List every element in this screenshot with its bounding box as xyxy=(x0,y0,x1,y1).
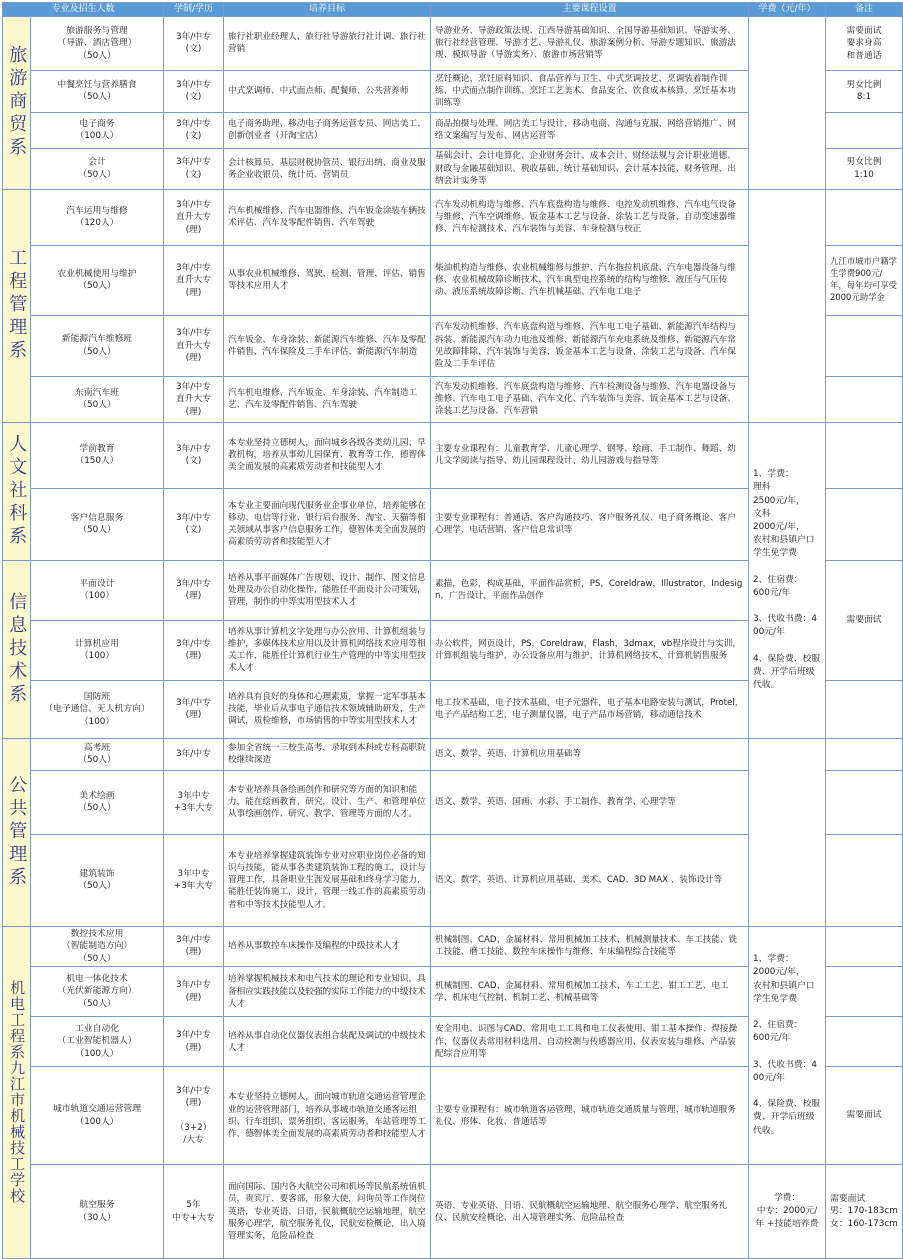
major-cell: 高考班 （50人） xyxy=(31,738,164,770)
note-cell xyxy=(826,680,903,738)
level-cell: 3年/中专 (理) xyxy=(164,1017,224,1067)
note-cell: 男女比例 8:1 xyxy=(826,70,903,112)
level-cell: 3年/中专 直升大专 (理) xyxy=(164,376,224,422)
major-cell: 美术绘画 （50人） xyxy=(31,770,164,834)
level-cell: 3年/中专 (理) xyxy=(164,680,224,738)
header-course: 主要课程设置 xyxy=(431,3,749,17)
goal-cell: 培养从事自动化仪器仪表组合装配及调试的中级技术人才 xyxy=(224,1017,431,1067)
major-cell: 中餐烹饪与营养膳食 （50人） xyxy=(31,70,164,112)
course-cell: 导游业务、导游政策法规、江西导游基础知识、全国导游基础知识、导游实务、旅行社经营管理、导游才艺、导游礼仪、旅游案例分析、导游专题知识、旅游法规、模拟导游（导游实务）、旅游市场营销等 xyxy=(431,16,749,70)
goal-cell: 从事农业机械维修、驾驶、检测、管理、评估、销售等技术应用人才 xyxy=(224,245,431,315)
note-cell: 男女比例 1:10 xyxy=(826,148,903,189)
goal-cell: 本专业主要面向现代服务业企事业单位，培养能够在移动、电信等行业、银行后台服务、淘宝、天猫等相关领域从事客户信息服务工作，德智体美全面发展的高素质劳动者和技能型人才 xyxy=(224,488,431,560)
dept-humanities: 人文社科系 xyxy=(3,422,31,560)
note-cell xyxy=(826,1017,903,1067)
major-cell: 旅游服务与管理 （导游、酒店管理） （50人） xyxy=(31,16,164,70)
fee-cell-general: 1、学费： 理科 2500元/年， 文科 2000元/年， 农村和县镇户口学生免学费 2、住宿费： 600元/年 3、代收书费：400元/年 4、保险费、校服费、开学后班级代收。 xyxy=(749,422,826,738)
goal-cell: 本专业坚持立德树人，面向城乡各级各类幼儿园、早教机构，培养从事幼儿园保育、教育等工作，德智体美全面发展的高素质劳动者和技能型人才 xyxy=(224,422,431,488)
goal-cell: 培养从事数控车床操作及编程的中级技术人才 xyxy=(224,926,431,966)
table-row xyxy=(3,1165,903,1259)
level-cell: 3年/中专 (文) xyxy=(164,16,224,70)
note-cell xyxy=(826,770,903,834)
table-row xyxy=(3,189,903,245)
note-cell xyxy=(826,738,903,770)
major-cell: 东南汽车班 （50人） xyxy=(31,376,164,422)
header-major: 专业及招生人数 xyxy=(3,3,164,17)
table-row xyxy=(3,926,903,966)
level-cell: 3年/中专 (文) xyxy=(164,112,224,148)
goal-cell: 面向国际、国内各大航空公司和机场等民航系统值机员，贵宾厅、要客部，形象大使，问询员等工作岗位英语，专业英语、日语，民航概航空运输地理，航空服务心理学，航空服务礼仪，民航安检概论，出入境管理实务，危险品检查 xyxy=(224,1165,431,1259)
level-cell: 3年/中专 (文) xyxy=(164,148,224,189)
major-cell: 建筑装饰 （50人） xyxy=(31,834,164,926)
goal-cell: 会计核算员、基层财税协管员、银行出纳、商业及服务企业收银员、统计员、营销员 xyxy=(224,148,431,189)
table-row xyxy=(3,738,903,770)
goal-cell: 参加全省统一三校生高考，录取到本科或专科高职院校继续深造 xyxy=(224,738,431,770)
course-cell: 办公软件，网页设计，PS，Coreldraw，Flash，3dmax，vb程序设计与实训，计算机组装与维护，办公设备应用与维护，计算机网络技术，计算机销售服务 xyxy=(431,620,749,680)
course-cell: 主要专业课程有：城市轨道客运管理、城市轨道交通质量与管理、城市轨道服务礼仪、形体、化妆、普通话等 xyxy=(431,1067,749,1165)
dept-mech xyxy=(3,926,31,1258)
note-cell: 需要面试 要求身高 和普通话 xyxy=(826,16,903,70)
major-cell: 国防班 （电子通信、无人机方向） （100） xyxy=(31,680,164,738)
course-cell: 机械制图、CAD、金属材料、常用机械加工技术、车工工艺、钳工工艺、电工学、机床电气控制、机制工艺、机械基础等 xyxy=(431,967,749,1017)
major-cell: 计算机应用 （100） xyxy=(31,620,164,680)
header-note: 备注 xyxy=(826,3,903,17)
level-cell: 3年/中专 xyxy=(164,738,224,770)
fee-cell-aviation: 学费： 中专：2000元/年 +技能培养费 xyxy=(749,1165,826,1259)
header-goal: 培养目标 xyxy=(224,3,431,17)
level-cell: 3年中专 +3年大专 xyxy=(164,770,224,834)
level-cell: 3年/中专 (理) xyxy=(164,967,224,1017)
fee-cell-mech: 1、学费： 2000元/年， 农村和县镇户口学生免学费 2、住宿费： 600元/年 3、代收书费：400元/年 4、保险费、校服费、开学后班级代收。 xyxy=(749,926,826,1164)
goal-cell: 培养掌握机械技术和电气技术的理论和专业知识，具备相应实践技能以及较强的实际工作能力的中级技术人才 xyxy=(224,967,431,1017)
note-cell xyxy=(826,315,903,376)
course-cell: 机械制图、CAD、金属材料、常用机械加工技术、机械测量技术、车工技能、铣工技能、磨工技能、数控车床操作与维修、车床编程综合技能等 xyxy=(431,926,749,966)
major-cell: 数控技术应用 （智能制造方向） （50人） xyxy=(31,926,164,966)
goal-cell: 培养具有良好的身体和心理素质，掌握一定军事基本技能，毕业后从事电子通信技术领域辅助研发，生产调试，质检维修，市场销售的中等实用型技术人才 xyxy=(224,680,431,738)
fee-cell-engineering xyxy=(749,189,826,422)
dept-it: 信息技术系 xyxy=(3,560,31,738)
fee-cell-tourism xyxy=(749,16,826,189)
goal-cell: 电子商务助理、移动电子商务运营专员、网店美工、创新创业者（开淘宝店） xyxy=(224,112,431,148)
level-cell: 3年/中专 (文) xyxy=(164,488,224,560)
course-cell: 汽车发动机维修、汽车底盘构造与维修、汽车电工电子基础、新能源汽车结构与拆装、新能源汽车动力电池及维修、新能源汽车充电系统及维修、新能源汽车常见故障排除、汽车装饰与美容、钣金基本工艺与设备、涂装工艺与设备、汽车保险及二手车评估 xyxy=(431,315,749,376)
course-cell: 英语、专业英语、日语、民航概航空运输地理、航空服务心理学、航空服务礼仪、民航安检概论、出入境管理实务、危险品检查 xyxy=(431,1165,749,1259)
course-cell: 语文、数学、英语、计算机应用基础等 xyxy=(431,738,749,770)
dept-public: 公共管理系 xyxy=(3,738,31,926)
course-cell: 主要专业课程有：儿童教育学、儿童心理学、钢琴、绘画、手工制作、舞蹈、幼儿文学阅读与指导、幼儿园课程设计、幼儿园游戏与指导等 xyxy=(431,422,749,488)
level-cell: 3年/中专 直升大专 (理) xyxy=(164,315,224,376)
major-cell: 工业自动化 （工业智能机器人） （100人） xyxy=(31,1017,164,1067)
major-cell: 平面设计 （100） xyxy=(31,560,164,620)
level-cell: 3年/中专 (理) xyxy=(164,620,224,680)
fee-cell-public xyxy=(749,738,826,926)
major-cell: 汽车运用与维修 （120人） xyxy=(31,189,164,245)
course-cell: 汽车发动机构造与维修、汽车底盘构造与维修、电控发动机维修、汽车电气设备与维修、汽车空调维修、钣金基本工艺与设备、涂装工艺与设备、自动变速器维修、汽车检测技术、汽车装饰与美容、车身检测与校正 xyxy=(431,189,749,245)
table-row xyxy=(3,422,903,488)
dept-engineering: 工程管理系 xyxy=(3,189,31,422)
note-cell xyxy=(826,834,903,926)
major-cell: 城市轨道交通运营管理 （100人） xyxy=(31,1067,164,1165)
course-cell: 素描，色彩，构成基础，平面作品赏析，PS，Coreldraw，Illustrator，Indesign，广告设计，平面作品创作 xyxy=(431,560,749,620)
major-cell: 会计 （50人） xyxy=(31,148,164,189)
level-cell: 3年/中专 (理) （3+2） /大专 xyxy=(164,1067,224,1165)
goal-cell: 中式烹调师、中式面点师、配餐师、公共营养师 xyxy=(224,70,431,112)
course-cell: 主要专业课程有：普通话、客户沟通技巧、客户服务礼仪、电子商务概论、客户心理学、电话营销、客户信息常识等 xyxy=(431,488,749,560)
course-cell: 基础会计、会计电算化、企业财务会计、成本会计、财经法规与会计职业道德、财政与金融基础知识、税收基础、统计基础知识、会计基本技能、财务管理、出纳会计实务等 xyxy=(431,148,749,189)
goal-cell: 本专业坚持立德树人，面向城市轨道交通运营管理企业的运营管理部门，培养从事城市轨道交通客运组织、行车组织、票务组织、客运服务、车站管理等工作，德智体美全面发展的高素质劳动者和技能型人才 xyxy=(224,1067,431,1165)
dept-tourism: 旅游商贸系 xyxy=(3,16,31,189)
level-cell: 3年/中专 直升大专 (理) xyxy=(164,189,224,245)
level-cell: 3年/中专 (文) xyxy=(164,422,224,488)
major-cell: 农业机械使用与维护 （50人） xyxy=(31,245,164,315)
major-cell: 电子商务 （100人） xyxy=(31,112,164,148)
note-cell xyxy=(826,488,903,560)
goal-cell: 汽车机电维修、汽车钣金、车身涂装、汽车制造工艺、汽车及零配件销售、汽车驾驶 xyxy=(224,376,431,422)
note-cell: 需要面试 xyxy=(826,1067,903,1165)
major-cell: 学前教育 （150人） xyxy=(31,422,164,488)
level-cell: 3年中专 +3年大专 xyxy=(164,834,224,926)
dept-mech-name: 机电工程系 xyxy=(8,980,27,1061)
enrollment-table-wrapper xyxy=(2,2,898,1242)
major-cell: 新能源汽车维修班 （50人） xyxy=(31,315,164,376)
course-cell: 语文、数学、英语、计算机应用基础、美术、CAD、3D MAX 、装饰设计等 xyxy=(431,834,749,926)
course-cell: 柴油机构造与维修、农业机械维修与维护、汽车拖拉机底盘、汽车电器设备与维修、农业机械故障诊断技术、汽车典型电控系统的结构与维修、液压与气压传动、液压系统故障诊断、汽车机械基础、汽车电工电子 xyxy=(431,245,749,315)
course-cell: 电工技术基础，电子技术基础，电子元器件，电子基本电路安装与测试，Protel，电子产品结构工艺，电子测量仪器，电子产品市场营销，移动通信技术 xyxy=(431,680,749,738)
goal-cell: 本专业培养具备绘画创作和研究等方面的知识和能力，能在绘画教育，研究，设计、生产、和管理单位从事绘画创作、研究、教学、管理等方面的人才。 xyxy=(224,770,431,834)
note-cell: 九江市城市户籍学生学费900元/年，每年均可享受2000元助学金 xyxy=(826,245,903,315)
note-cell xyxy=(826,967,903,1017)
note-cell xyxy=(826,112,903,148)
note-cell xyxy=(826,189,903,245)
course-cell: 安全用电、识图与CAD、常用电工工具和电工仪表使用、钳工基本操作、焊接操作、仪器仪表常用材料选用、自动检测与传感器应用、仪表安装与维修、产品装配综合应用等 xyxy=(431,1017,749,1067)
level-cell: 3年/中专 直升大专 (理) xyxy=(164,245,224,315)
note-cell xyxy=(826,926,903,966)
note-cell xyxy=(826,376,903,422)
level-cell: 3年/中专 (文) xyxy=(164,70,224,112)
goal-cell: 本专业培养掌握建筑装饰专业对应职业岗位必备的知识与技能，能从事各类建筑装饰工程的施工，设计与管理工作，具备职业生涯发展基础和终身学习能力，能胜任装饰施工，设计，管理一线工作的高素质劳动者和中等技术技能型人才。 xyxy=(224,834,431,926)
dept-mech-school: 九江市机械技工学校 xyxy=(8,1060,27,1205)
major-cell: 客户信息服务 （50人） xyxy=(31,488,164,560)
goal-cell: 培养从事计算机文字处理与办公应用、计算机组装与维护，多媒体技术应用以及计算机网络技术应用等相关工作，能胜任计算机行业生产管理的中等实用型技术人才 xyxy=(224,620,431,680)
course-cell: 烹饪概论、烹饪原料知识、食品营养与卫生、中式烹调技艺、烹调装着制作训练、中式面点制作训练、烹饪工艺美术、食品安全、饮食成本核算、烹饪基本功训练等 xyxy=(431,70,749,112)
level-cell: 5年 中专+大专 xyxy=(164,1165,224,1259)
enrollment-table xyxy=(2,2,903,1259)
goal-cell: 汽车钣金、车身涂装、新能源汽车维修、汽车及零配件销售、汽车保险及二手车评估、新能源汽车制造 xyxy=(224,315,431,376)
note-cell: 需要面试 男：170-183cm 女：160-173cm xyxy=(826,1165,903,1259)
goal-cell: 旅行社职业经理人、旅行社导游旅行社计调、旅行社营销 xyxy=(224,16,431,70)
note-cell xyxy=(826,422,903,488)
level-cell: 3年/中专 (理) xyxy=(164,926,224,966)
level-cell: 3年/中专 (理) xyxy=(164,560,224,620)
major-cell: 机电一体化技术 （光伏新能源方向） （50人） xyxy=(31,967,164,1017)
header-fee: 学费（元/年） xyxy=(749,3,826,17)
header-level: 学制/学历 xyxy=(164,3,224,17)
goal-cell: 汽车机械维修、汽车电器维修、汽车钣金涂装车辆技术评估、汽车及零配件销售、汽车驾驶 xyxy=(224,189,431,245)
course-cell: 汽车发动机维修、汽车底盘构造与维修、汽车检测设备与维修、汽车电器设备与维修、汽车电工电子基础、汽车文化、汽车装饰与美容、钣金基本工艺与设备、涂装工艺与设备、汽车营销 xyxy=(431,376,749,422)
note-cell: 需要面试 xyxy=(826,560,903,680)
goal-cell: 培养从事平面媒体广告规划、设计、制作、图文信息处理及办公自动化操作，能胜任平面设计公司策划，管理，制作的中等实用型技术人才 xyxy=(224,560,431,620)
major-cell: 航空服务 （30人） xyxy=(31,1165,164,1259)
course-cell: 语文、数学、英语、国画、水彩、手工制作、教育学、心理学等 xyxy=(431,770,749,834)
table-row xyxy=(3,16,903,70)
course-cell: 商品拍摄与处理、网店美工与设计、移动电商、沟通与克服、网络营销推广、网络文案编写与发布、网店运营等 xyxy=(431,112,749,148)
